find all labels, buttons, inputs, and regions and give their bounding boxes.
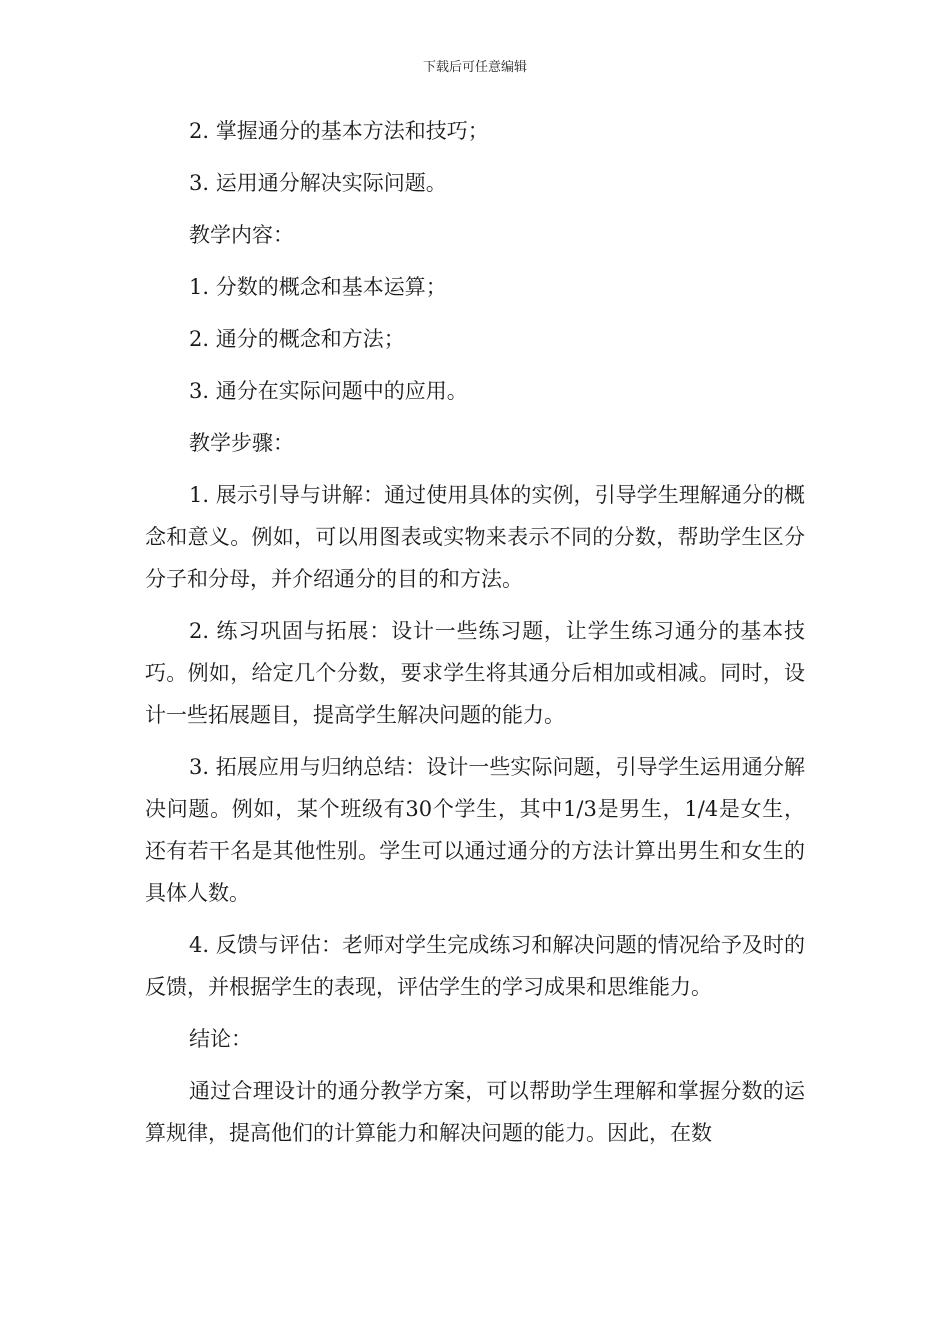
conclusion-paragraph: 通过合理设计的通分教学方案，可以帮助学生理解和掌握分数的运算规律，提高他们的计算能力和解决问题的能力。因此，在数 <box>145 1079 805 1145</box>
objective-3: 3. 运用通分解决实际问题。 <box>189 171 447 195</box>
objective-2: 2. 掌握通分的基本方法和技巧； <box>189 119 489 143</box>
step-2: 2. 练习巩固与拓展：设计一些练习题，让学生练习通分的基本技巧。例如，给定几个分数，要求学生将其通分后相加或相减。同时，设计一些拓展题目，提高学生解决问题的能力。 <box>145 619 805 727</box>
section-heading-conclusion: 结论： <box>189 1027 252 1051</box>
page-header: 下载后可任意编辑 <box>422 60 527 75</box>
step-3: 3. 拓展应用与归纳总结：设计一些实际问题，引导学生运用通分解决问题。例如，某个班级有30个学生，其中1/3是男生，1/4是女生，还有若干名是其他性别。学生可以通过通分的方法计算出男生和女生的具体人数。 <box>145 755 805 905</box>
content-item-1: 1. 分数的概念和基本运算； <box>189 275 447 299</box>
section-heading-content: 教学内容： <box>189 223 294 247</box>
section-heading-steps: 教学步骤： <box>189 431 294 455</box>
content-item-2: 2. 通分的概念和方法； <box>189 327 405 351</box>
step-4: 4. 反馈与评估：老师对学生完成练习和解决问题的情况给予及时的反馈，并根据学生的表现，评估学生的学习成果和思维能力。 <box>145 933 805 999</box>
document-body <box>145 110 805 1164</box>
content-item-3: 3. 通分在实际问题中的应用。 <box>189 379 468 403</box>
step-1: 1. 展示引导与讲解：通过使用具体的实例，引导学生理解通分的概念和意义。例如，可以用图表或实物来表示不同的分数，帮助学生区分分子和分母，并介绍通分的目的和方法。 <box>145 483 805 591</box>
